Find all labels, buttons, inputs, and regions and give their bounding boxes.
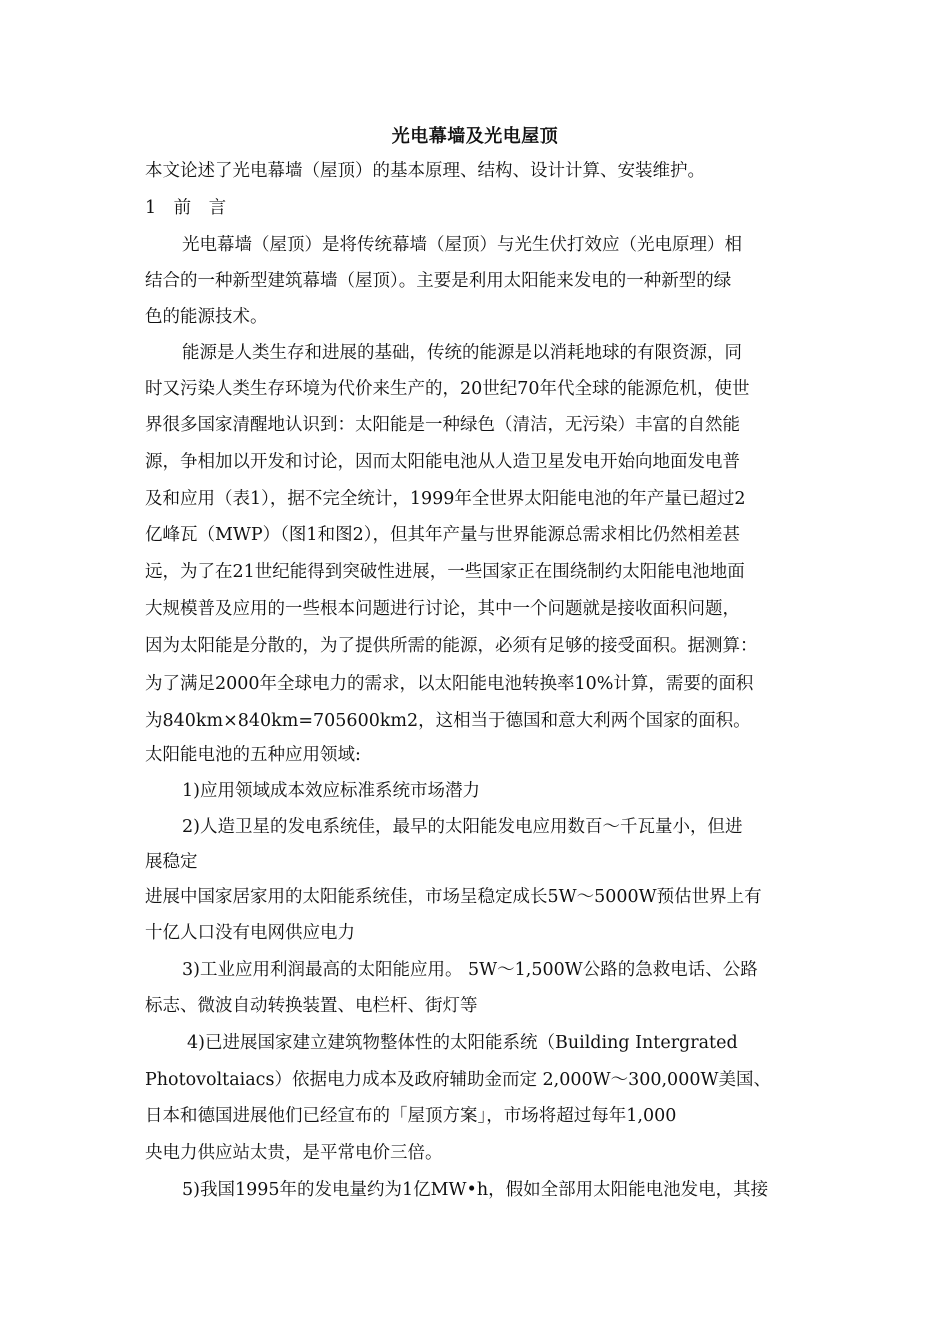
text-line: 央电力供应站太贵，是平常电价三倍。 — [145, 1143, 443, 1163]
list-item: 1)应用领域成本效应标准系统市场潜力 — [182, 781, 480, 801]
list-item: 3)工业应用利润最高的太阳能应用。 5W～1,500W公路的急救电话、公路 — [182, 960, 758, 980]
text-line: Photovoltaiacs）依据电力成本及政府辅助金而定 2,000W～300,000W美国、 — [145, 1070, 771, 1090]
list-item: 4)已进展国家建立建筑物整体性的太阳能系统（Building Intergrated — [187, 1033, 738, 1053]
text-line: 结合的一种新型建筑幕墙（屋顶）。主要是利用太阳能来发电的一种新型的绿 — [145, 271, 732, 291]
list-item: 5)我国1995年的发电量约为1亿MW•h，假如全部用太阳能电池发电，其接 — [182, 1180, 769, 1200]
section-heading: 1 前 言 — [145, 198, 227, 218]
text-line: 及和应用（表1），据不完全统计，1999年全世界太阳能电池的年产量已超过2 — [145, 489, 746, 509]
text-line: 标志、微波自动转换装置、电栏杆、街灯等 — [145, 996, 478, 1016]
text-line: 远，为了在21世纪能得到突破性进展，一些国家正在围绕制约太阳能电池地面 — [145, 562, 745, 582]
text-line: 为840km×840km=705600km2，这相当于德国和意大利两个国家的面积。 — [145, 711, 751, 731]
text-line: 色的能源技术。 — [145, 307, 268, 327]
text-line: 能源是人类生存和进展的基础，传统的能源是以消耗地球的有限资源，同 — [182, 343, 742, 363]
text-line: 日本和德国进展他们已经宣布的「屋顶方案」，市场将超过每年1,000 — [145, 1106, 677, 1126]
text-line: 进展中国家居家用的太阳能系统佳，市场呈稳定成长5W～5000W预估世界上有 — [145, 887, 762, 907]
text-line: 源，争相加以开发和讨论，因而太阳能电池从人造卫星发电开始向地面发电普 — [145, 452, 740, 472]
list-item: 2)人造卫星的发电系统佳，最早的太阳能发电应用数百～千瓦量小，但进 — [182, 817, 743, 837]
text-line: 为了满足2000年全球电力的需求，以太阳能电池转换率10%计算，需要的面积 — [145, 674, 754, 694]
text-line: 本文论述了光电幕墙（屋顶）的基本原理、结构、设计计算、安装维护。 — [145, 161, 705, 181]
text-line: 光电幕墙（屋顶）是将传统幕墙（屋顶）与光生伏打效应（光电原理）相 — [182, 235, 742, 255]
text-line: 大规模普及应用的一些根本问题进行讨论，其中一个问题就是接收面积问题， — [145, 599, 740, 619]
text-line: 展稳定 — [145, 852, 198, 872]
text-line: 因为太阳能是分散的，为了提供所需的能源，必须有足够的接受面积。据测算： — [145, 636, 758, 656]
text-line: 界很多国家清醒地认识到：太阳能是一种绿色（清洁，无污染）丰富的自然能 — [145, 415, 740, 435]
text-line: 太阳能电池的五种应用领域: — [145, 745, 361, 765]
text-line: 亿峰瓦（MWP）（图1和图2），但其年产量与世界能源总需求相比仍然相差甚 — [145, 525, 740, 545]
text-line: 十亿人口没有电网供应电力 — [145, 923, 355, 943]
text-line: 时又污染人类生存环境为代价来生产的，20世纪70年代全球的能源危机，使世 — [145, 379, 750, 399]
document-title: 光电幕墙及光电屋顶 — [391, 126, 559, 147]
